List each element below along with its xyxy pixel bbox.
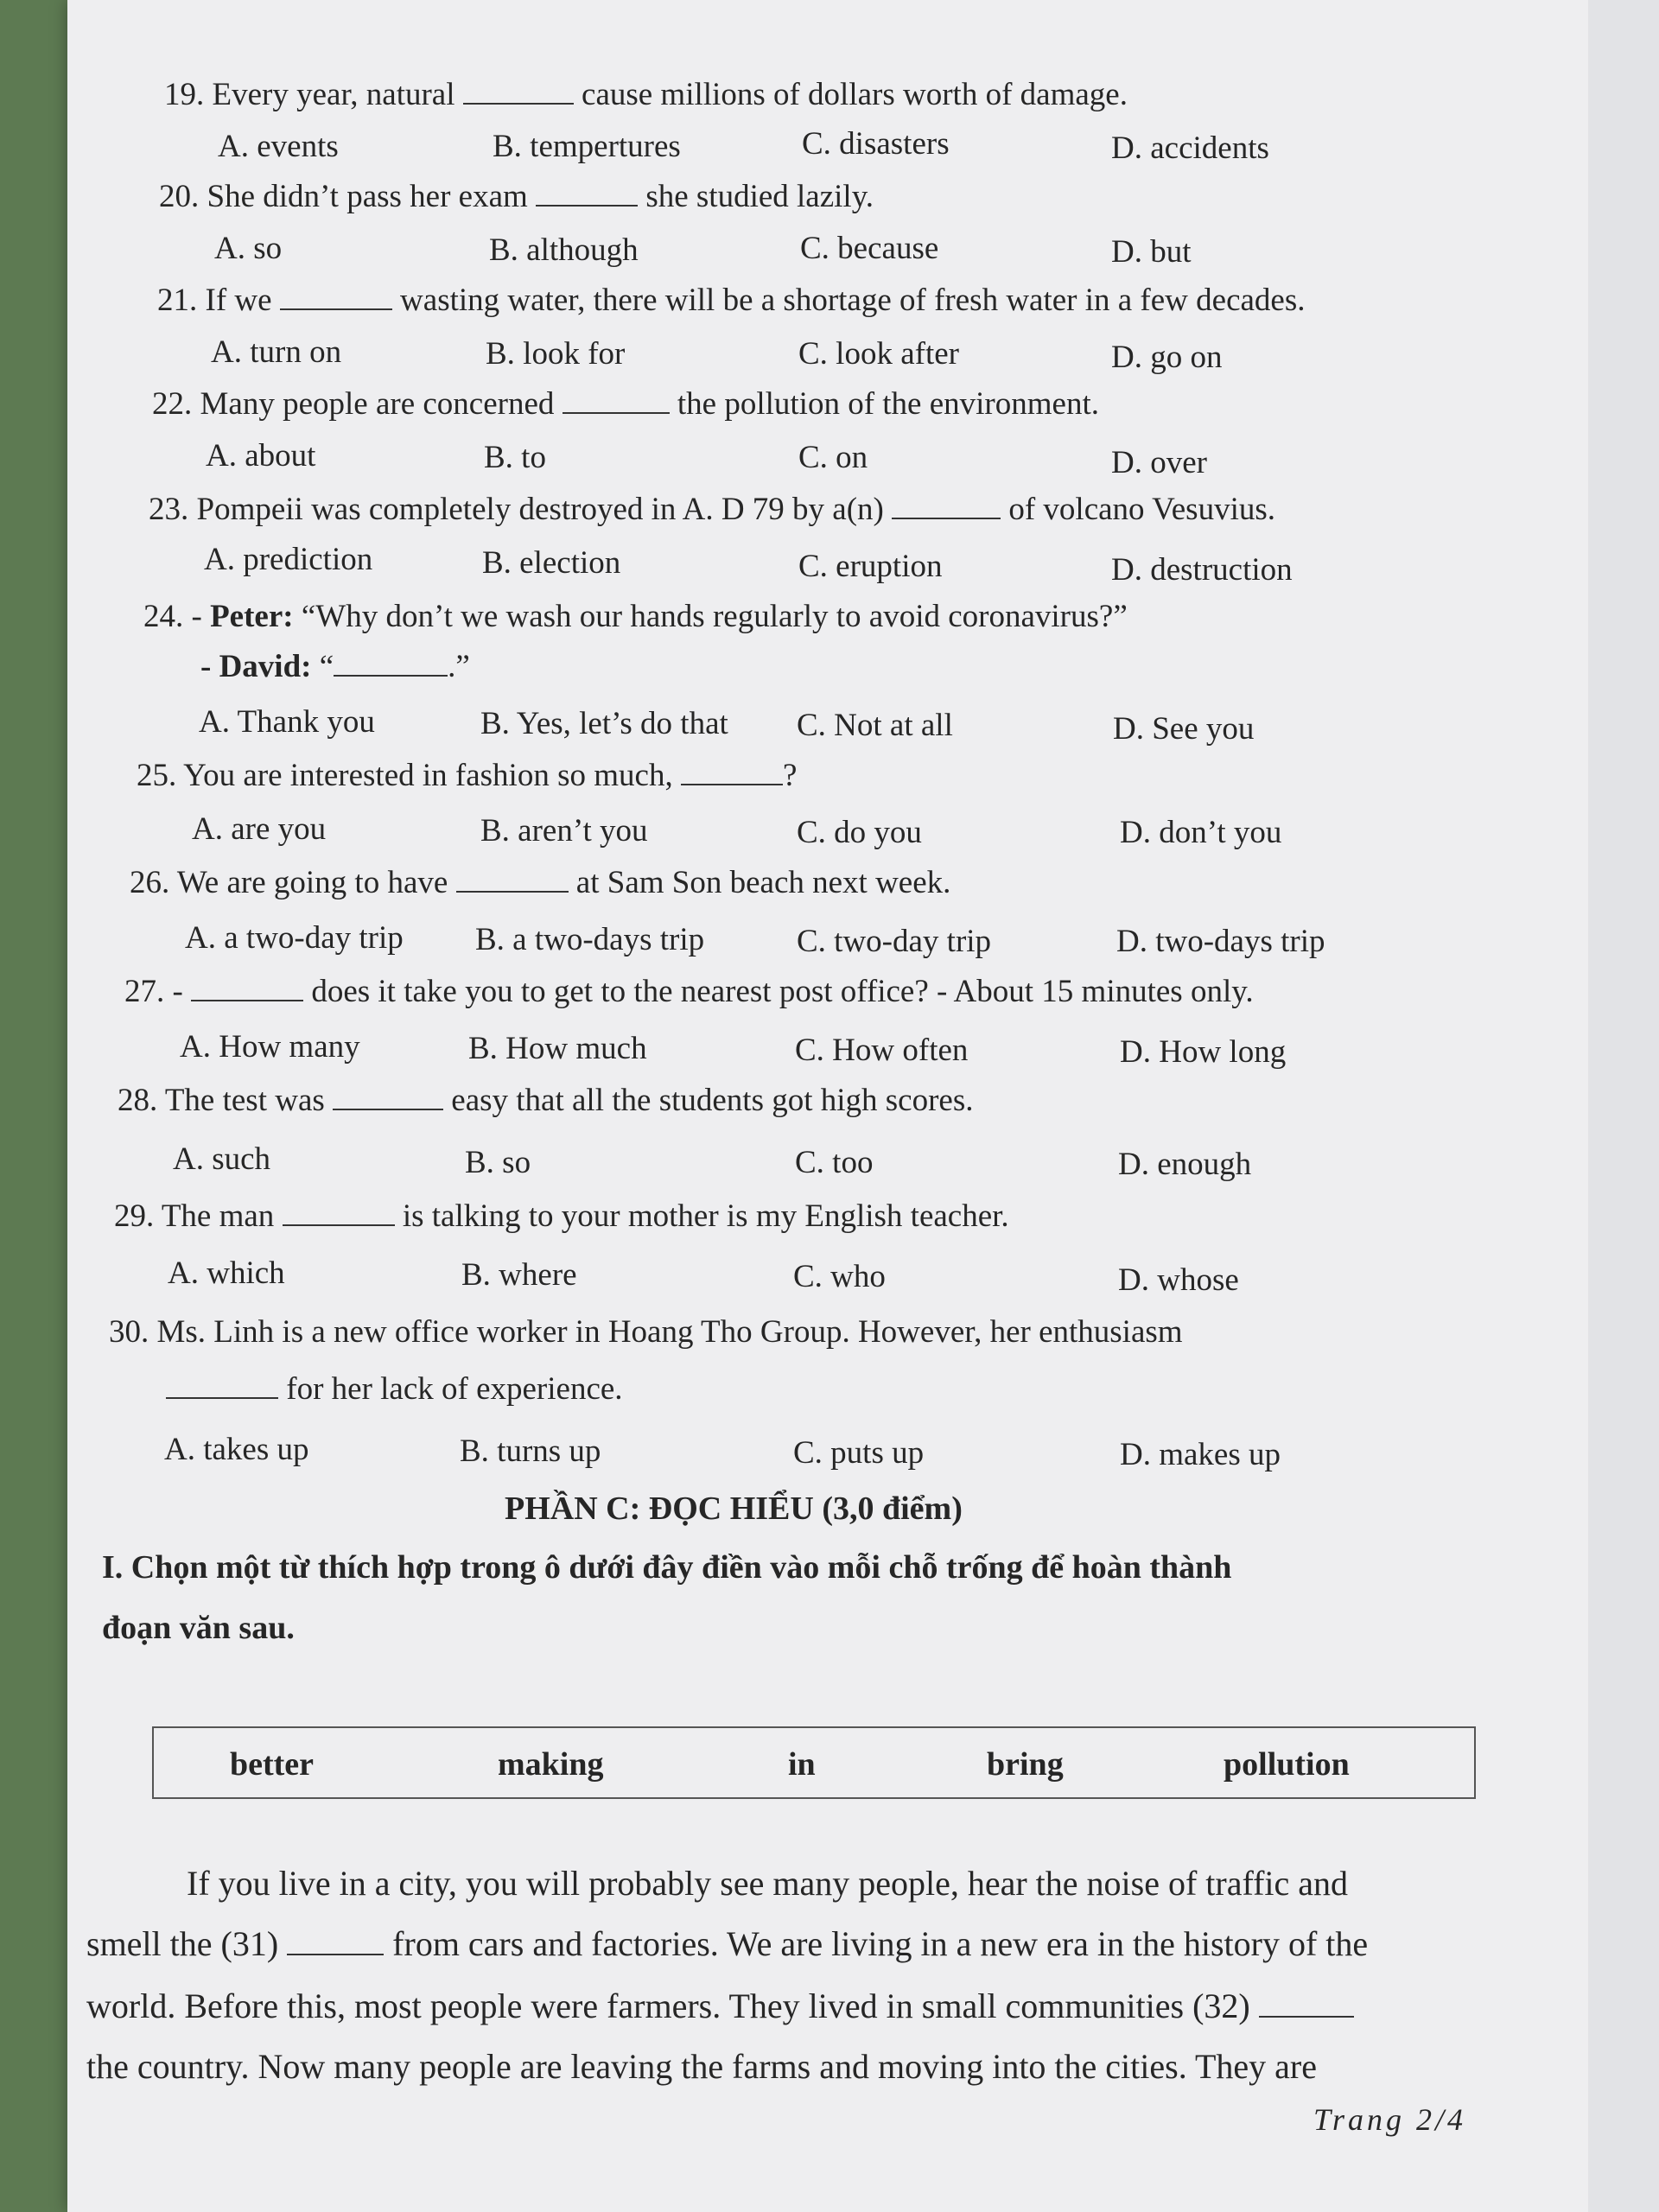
option-30-a: A. takes up bbox=[164, 1432, 309, 1467]
speaker-david: - David: bbox=[200, 649, 312, 684]
option-22-a: A. about bbox=[206, 438, 316, 474]
option-29-a: A. which bbox=[168, 1255, 285, 1291]
word-option-5: pollution bbox=[1224, 1746, 1350, 1783]
question-27-stem: 27. - does it take you to get to the nearest post office? - About 15 minutes only. bbox=[124, 974, 1254, 1009]
passage-line-2: smell the (31) from cars and factories. We are living in a new era in the history of the bbox=[86, 1924, 1369, 1963]
question-23-stem: 23. Pompeii was completely destroyed in A. D 79 by a(n) of volcano Vesuvius. bbox=[149, 492, 1276, 527]
option-24-b: B. Yes, let’s do that bbox=[480, 706, 728, 741]
option-19-a: A. events bbox=[218, 129, 339, 164]
question-30-line-1: 30. Ms. Linh is a new office worker in Hoang Tho Group. However, her enthusiasm bbox=[109, 1314, 1183, 1350]
option-27-b: B. How much bbox=[468, 1031, 647, 1066]
option-27-c: C. How often bbox=[795, 1033, 969, 1068]
option-26-d: D. two-days trip bbox=[1116, 924, 1325, 959]
option-21-d: D. go on bbox=[1111, 340, 1223, 375]
option-29-b: B. where bbox=[461, 1257, 577, 1293]
page-number: Trang 2/4 bbox=[1313, 2102, 1467, 2137]
option-25-b: B. aren’t you bbox=[480, 813, 648, 849]
word-box bbox=[152, 1726, 1476, 1799]
option-26-b: B. a two-days trip bbox=[475, 922, 705, 957]
answer-blank bbox=[191, 974, 303, 1001]
option-21-a: A. turn on bbox=[211, 334, 342, 370]
option-28-d: D. enough bbox=[1118, 1147, 1252, 1182]
option-29-c: C. who bbox=[793, 1259, 886, 1294]
section-c-title: PHẦN C: ĐỌC HIỂU (3,0 điểm) bbox=[505, 1491, 963, 1527]
option-20-b: B. although bbox=[489, 232, 639, 268]
answer-blank bbox=[681, 758, 783, 785]
option-30-d: D. makes up bbox=[1120, 1437, 1281, 1472]
option-23-c: C. eruption bbox=[798, 549, 943, 584]
answer-blank bbox=[536, 179, 638, 207]
option-19-d: D. accidents bbox=[1111, 130, 1269, 166]
answer-blank-31 bbox=[287, 1928, 384, 1955]
question-24-line-2: - David: “ .” bbox=[200, 649, 470, 684]
question-26-stem: 26. We are going to have at Sam Son beach next week. bbox=[130, 865, 951, 900]
question-28-stem: 28. The test was easy that all the students got high scores. bbox=[118, 1083, 974, 1118]
question-24-line-1: 24. - Peter: “Why don’t we wash our hands regularly to avoid coronavirus?” bbox=[143, 599, 1128, 634]
answer-blank bbox=[892, 492, 1001, 519]
option-26-a: A. a two-day trip bbox=[185, 920, 404, 956]
question-21-stem: 21. If we wasting water, there will be a shortage of fresh water in a few decades. bbox=[157, 283, 1306, 318]
answer-blank bbox=[334, 649, 448, 677]
answer-blank-32 bbox=[1259, 1990, 1354, 2018]
word-option-2: making bbox=[498, 1746, 604, 1783]
option-30-c: C. puts up bbox=[793, 1435, 925, 1471]
answer-blank bbox=[456, 865, 569, 893]
passage-line-3: world. Before this, most people were farmers. They lived in small communities (32) bbox=[86, 1986, 1354, 2026]
option-22-d: D. over bbox=[1111, 445, 1207, 480]
answer-blank bbox=[563, 386, 670, 414]
answer-blank bbox=[283, 1198, 395, 1226]
word-option-3: in bbox=[788, 1746, 816, 1783]
option-22-b: B. to bbox=[484, 440, 546, 475]
word-option-4: bring bbox=[987, 1746, 1064, 1783]
question-20-stem: 20. She didn’t pass her exam she studied lazily. bbox=[159, 179, 874, 214]
option-28-b: B. so bbox=[465, 1145, 531, 1180]
option-24-d: D. See you bbox=[1113, 711, 1255, 747]
option-23-b: B. election bbox=[482, 545, 621, 581]
question-29-stem: 29. The man is talking to your mother is my English teacher. bbox=[114, 1198, 1009, 1234]
option-25-d: D. don’t you bbox=[1120, 815, 1282, 850]
answer-blank bbox=[166, 1371, 278, 1399]
question-19-stem: 19. Every year, natural cause millions of dollars worth of damage. bbox=[164, 77, 1128, 112]
option-24-c: C. Not at all bbox=[797, 708, 953, 743]
option-25-c: C. do you bbox=[797, 815, 922, 850]
option-28-a: A. such bbox=[173, 1141, 271, 1177]
passage-line-4: the country. Now many people are leaving the farms and moving into the cities. They are bbox=[86, 2047, 1318, 2086]
option-20-a: A. so bbox=[214, 231, 283, 266]
option-19-c: C. disasters bbox=[802, 126, 950, 162]
option-27-d: D. How long bbox=[1120, 1034, 1287, 1070]
option-29-d: D. whose bbox=[1118, 1262, 1239, 1298]
answer-blank bbox=[333, 1083, 443, 1110]
option-20-c: C. because bbox=[800, 231, 939, 266]
option-19-b: B. tempertures bbox=[493, 129, 681, 164]
option-24-a: A. Thank you bbox=[199, 704, 375, 740]
option-28-c: C. too bbox=[795, 1145, 874, 1180]
option-30-b: B. turns up bbox=[460, 1433, 601, 1469]
option-20-d: D. but bbox=[1111, 234, 1192, 270]
option-23-a: A. prediction bbox=[204, 542, 373, 577]
option-23-d: D. destruction bbox=[1111, 552, 1293, 588]
question-30-line-2: for her lack of experience. bbox=[166, 1370, 623, 1408]
section-c-instruction-1: I. Chọn một từ thích hợp trong ô dưới đây điền vào mỗi chỗ trống để hoàn thành bbox=[102, 1549, 1232, 1586]
question-25-stem: 25. You are interested in fashion so much, ? bbox=[137, 758, 798, 793]
option-27-a: A. How many bbox=[180, 1029, 360, 1065]
option-25-a: A. are you bbox=[192, 811, 327, 847]
answer-blank bbox=[463, 77, 574, 105]
answer-blank bbox=[280, 283, 392, 310]
option-21-b: B. look for bbox=[486, 336, 626, 372]
section-c-instruction-2: đoạn văn sau. bbox=[102, 1610, 295, 1646]
speaker-peter: Peter: bbox=[210, 599, 294, 634]
option-22-c: C. on bbox=[798, 440, 868, 475]
option-26-c: C. two-day trip bbox=[797, 924, 992, 959]
passage-line-1: If you live in a city, you will probably see many people, hear the noise of traffic and bbox=[187, 1864, 1349, 1903]
question-22-stem: 22. Many people are concerned the pollution of the environment. bbox=[152, 386, 1099, 422]
option-21-c: C. look after bbox=[798, 336, 959, 372]
word-option-1: better bbox=[230, 1746, 315, 1783]
